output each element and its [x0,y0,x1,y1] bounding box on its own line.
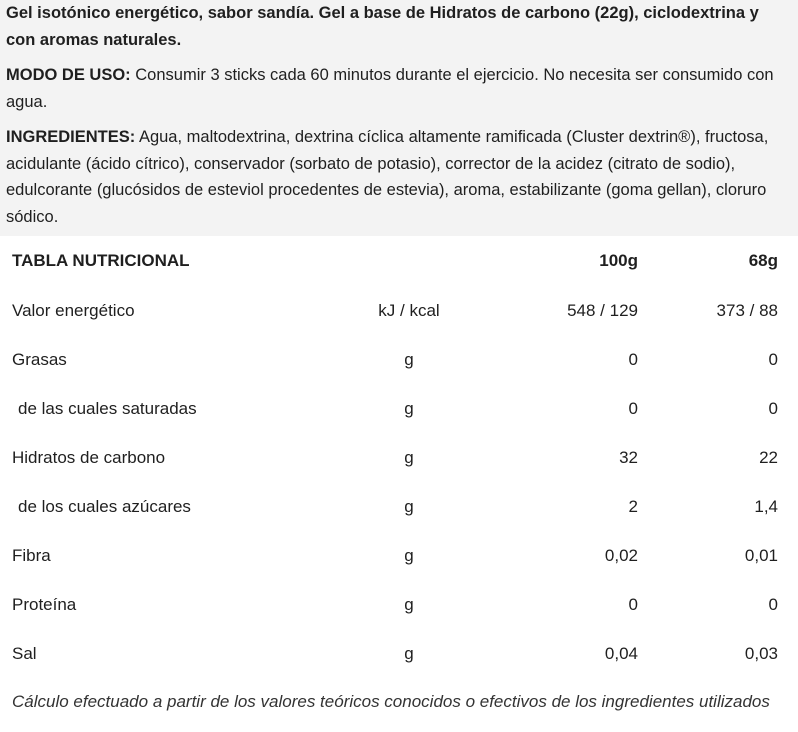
value-per-100g: 0 [628,398,638,418]
value-per-serving: 0,01 [744,545,778,565]
nutrient-name: Hidratos de carbono [12,447,166,467]
ingredients-label: INGREDIENTES: [6,128,136,146]
value-per-100g: 0,02 [604,545,638,565]
nutrient-name: Valor energético [12,300,135,320]
nutrient-unit: kJ / kcal [378,300,440,320]
table-row [0,335,798,384]
nutrient-name: Sal [12,643,37,663]
value-per-serving: 22 [759,447,778,467]
value-per-serving: 0 [768,594,778,614]
value-per-serving: 373 / 88 [716,300,778,320]
nutrient-unit: g [404,447,414,467]
value-per-serving: 0 [768,398,778,418]
ingredients-text: Agua, maltodextrina, dextrina cíclica altamente ramificada (Cluster dextrin®), fructosa, acidulante (ácido cítrico), conservador (sorbato de potasio), corrector de la acidez (citrato de sodio), edulcorante (glucósidos de esteviol procedentes de estevia), aroma, estabilizante (goma gellan), cloruro sódico. [6,128,769,226]
nutrient-name: de las cuales saturadas [18,398,197,418]
table-row [0,433,798,482]
value-per-100g: 2 [628,496,638,516]
ingredients-paragraph [6,124,792,230]
value-per-100g: 0 [628,349,638,369]
usage-paragraph [6,62,792,115]
table-row [0,482,798,531]
value-per-serving: 0,03 [744,643,778,663]
nutrient-name: Fibra [12,545,51,565]
nutrient-unit: g [404,643,414,663]
nutrition-table [0,236,798,678]
table-row [0,629,798,678]
table-row [0,286,798,335]
nutrient-unit: g [404,349,414,369]
nutrient-unit: g [404,398,414,418]
value-per-serving: 1,4 [754,496,778,516]
header-per-100g: 100g [599,251,638,270]
usage-label: MODO DE USO: [6,66,131,84]
table-row [0,531,798,580]
product-intro: Gel isotónico energético, sabor sandía. Gel a base de Hidratos de carbono (22g), ciclodextrina y con aromas naturales. [6,4,759,49]
header-title: TABLA NUTRICIONAL [12,251,190,270]
nutrient-name: Proteína [12,594,77,614]
nutrient-name: de los cuales azúcares [18,496,191,516]
value-per-100g: 548 / 129 [567,300,638,320]
calculation-note: Cálculo efectuado a partir de los valores teóricos conocidos o efectivos de los ingredientes utilizados [12,692,770,711]
usage-text: Consumir 3 sticks cada 60 minutos durante el ejercicio. No necesita ser consumido con agua. [6,66,774,111]
table-row [0,580,798,629]
product-description [0,0,798,236]
value-per-serving: 0 [768,349,778,369]
value-per-100g: 0 [628,594,638,614]
header-per-serving: 68g [748,251,778,270]
table-row [0,384,798,433]
value-per-100g: 0,04 [604,643,638,663]
nutrient-unit: g [404,496,414,516]
nutrient-name: Grasas [12,349,67,369]
value-per-100g: 32 [619,447,638,467]
header-unit [318,236,500,286]
table-header-row [0,236,798,286]
nutrient-unit: g [404,594,414,614]
nutrient-unit: g [404,545,414,565]
